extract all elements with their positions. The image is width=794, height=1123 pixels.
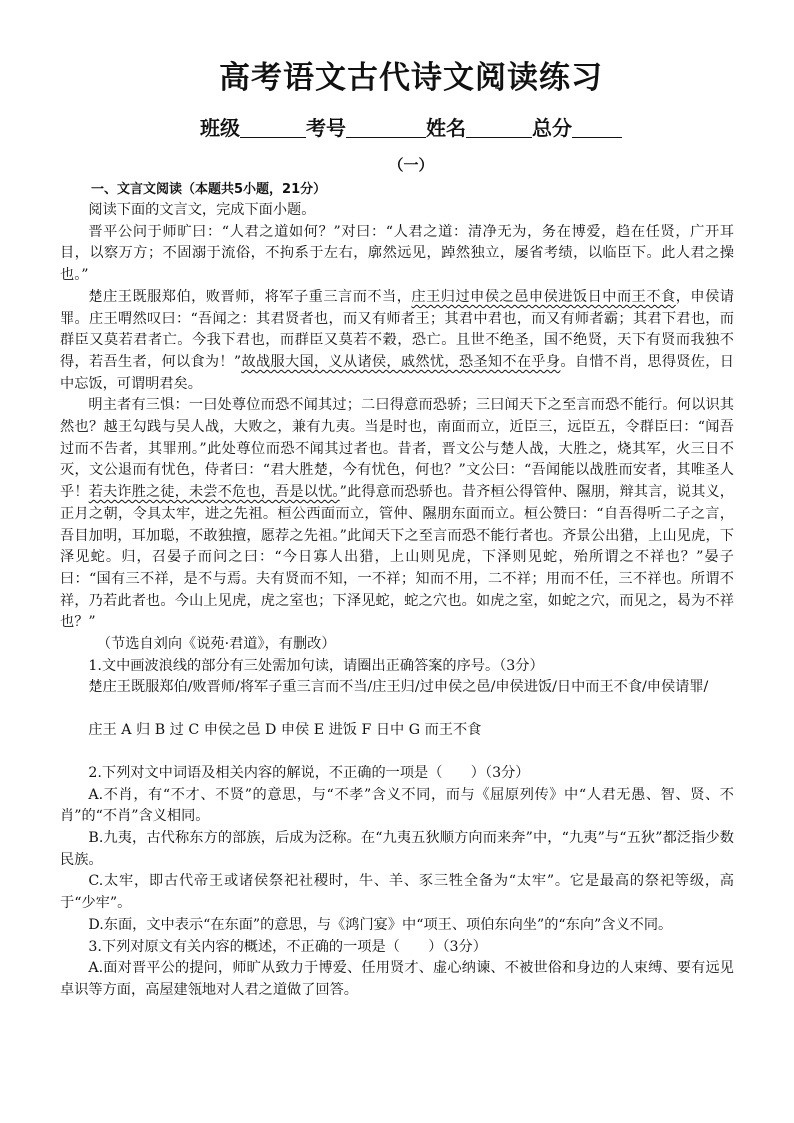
spacer bbox=[88, 699, 734, 720]
passage-paragraph-1: 晋平公问于师旷曰：“人君之道如何？”对曰：“人君之道：清净无为，务在博爱，趋在任贤，广开耳目，以察万方；不固溺于流俗，不拘系于左右，廓然远见，踔然独立，屡省考绩，以临臣下。此人君之操也。” bbox=[60, 223, 734, 284]
question-3-option-a: A.面对晋平公的提问，师旷从致力于博爱、任用贤才、虚心纳谏、不被世俗和身边的人束缚、要有远见卓识等方面，高屋建瓴地对人君之道做了回答。 bbox=[60, 960, 734, 998]
exam-no-label: 考号 bbox=[306, 116, 346, 140]
passage-text: 明主者有三惧：一曰处尊位而恐不闻其过；二曰得意而恐骄；三曰闻天下之至言而恐不能行。何以识其然也？越王勾践与吴人战，大败之，兼有九夷。当是时也，南面而立，近臣三，远臣五，令群臣曰：“闻吾过而不告者，其罪刑。”此处尊位而恐不闻其过者也。昔者，晋文公与楚人战，大胜之，烧其军，火三日不灭，文公退而有忧色，侍者曰：“君大胜楚，今有忧色，何也？”文公曰：“吾闻能以战胜而安者，其唯圣人乎！ bbox=[60, 397, 734, 501]
question-1-text: 楚庄王既服郑伯/败晋师/将军子重三言而不当/庄王归/过申侯之邑/申侯进饭/日中而王不食/申侯请罪/ bbox=[88, 679, 709, 696]
question-3-stem: 3.下列对原文有关内容的概述，不正确的一项是（ ）（3分） bbox=[88, 938, 487, 955]
class-blank[interactable] bbox=[240, 117, 306, 138]
score-blank[interactable] bbox=[572, 117, 622, 138]
score-label: 总分 bbox=[532, 116, 572, 140]
passage-paragraph-2 bbox=[60, 287, 734, 396]
question-1-options[interactable]: 庄王 A 归 B 过 C 申侯之邑 D 申侯 E 进饭 F 日中 G 而王不食 bbox=[88, 722, 482, 739]
wavy-underlined-text: 庄王归过申侯之邑申侯进饭日中而王不食 bbox=[411, 288, 676, 305]
passage-text: 楚庄王既服郑伯，败晋师，将军子重三言而不当， bbox=[88, 288, 412, 305]
passage-text: 。自惜不肖，思得贤佐，日中忘饭，可谓明君矣。 bbox=[60, 353, 734, 392]
passage-text: ”此得意而恐骄也。昔齐桓公得管仲、隰朋，辩其言，说其义，正月之朝，令具太牢，进之先祖。桓公西面而立，管仲、隰朋东面而立。桓公赞曰：“自吾得听二子之言，吾目加明，耳加聪，不敢独擅，愿荐之先祖。”此闻天下之至言而恐不能行者也。齐景公出猎，上山见虎，下泽见蛇。归，召晏子而问之曰：“今日寡人出猎，上山则见虎，下泽则见蛇，殆所谓之不祥也？”晏子曰：“国有三不祥，是不与焉。夫有贤而不知，一不祥；知而不用，二不祥；用而不任，三不祥也。所谓不祥，乃若此者也。今山上见虎，虎之室也；下泽见蛇，蛇之穴也。如虎之室，如蛇之穴，而见之，曷为不祥也？” bbox=[60, 484, 734, 631]
question-2-stem: 2.下列对文中词语及相关内容的解说，不正确的一项是（ ）（3分） bbox=[88, 764, 530, 781]
wavy-underlined-text: 故战服大国，义从诸侯，戚然忧，恐圣知不在乎身 bbox=[241, 353, 561, 370]
question-1-stem: 1.文中画波浪线的部分有三处需加句读，请圈出正确答案的序号。（3分） bbox=[88, 657, 544, 674]
section-heading: 一、文言文阅读（本题共5小题，21分） bbox=[91, 182, 327, 197]
question-2-option-a: A.不肖，有“不才、不贤”的意思，与“不孝”含义不同，而与《屈原列传》中“人君无愚、智、贤、不肖”的“不肖”含义相同。 bbox=[60, 786, 734, 825]
spacer bbox=[88, 742, 734, 763]
page-title: 高考语文古代诗文阅读练习 bbox=[219, 60, 603, 96]
passage-text: ，申侯请罪。庄王喟然叹曰：“吾闻之：其君贤者也，而又有师者王；其君中君也，而又有师者霸；其君下君也，而群臣又莫若君者亡。今我下君也，而群臣又莫若不穀，恐亡。且世不绝圣，国不绝贤，天下有贤而我独不得，若吾生者，何以食为！” bbox=[60, 288, 734, 370]
instruction-text: 阅读下面的文言文，完成下面小题。 bbox=[88, 202, 316, 218]
passage-source: （节选自刘向《说苑·君道》，有删改） bbox=[96, 636, 336, 653]
wavy-underlined-text: 若夫诈胜之徒，未尝不危也，吾是以忧。 bbox=[88, 484, 340, 501]
passage-paragraph-3 bbox=[60, 395, 734, 634]
question-2-option-c: C.太牢，即古代帝王或诸侯祭祀社稷时，牛、羊、豕三牲全备为“太牢”。它是最高的祭祀等级，高于“少牢”。 bbox=[60, 873, 734, 912]
name-blank[interactable] bbox=[466, 117, 532, 138]
name-label: 姓名 bbox=[426, 116, 466, 140]
class-label: 班级 bbox=[200, 116, 240, 140]
part-number: （一） bbox=[388, 156, 434, 174]
exam-no-blank[interactable] bbox=[346, 117, 426, 138]
question-2-option-d: D.东面，文中表示“在东面”的意思，与《鸿门宴》中“项王、项伯东向坐”的“东向”含义不同。 bbox=[88, 916, 673, 933]
student-info-line bbox=[88, 114, 734, 142]
question-2-option-b: B.九夷，古代称东方的部族，后成为泛称。在“九夷五狄顺方向而来奔”中，“九夷”与“五狄”都泛指少数民族。 bbox=[60, 829, 734, 868]
